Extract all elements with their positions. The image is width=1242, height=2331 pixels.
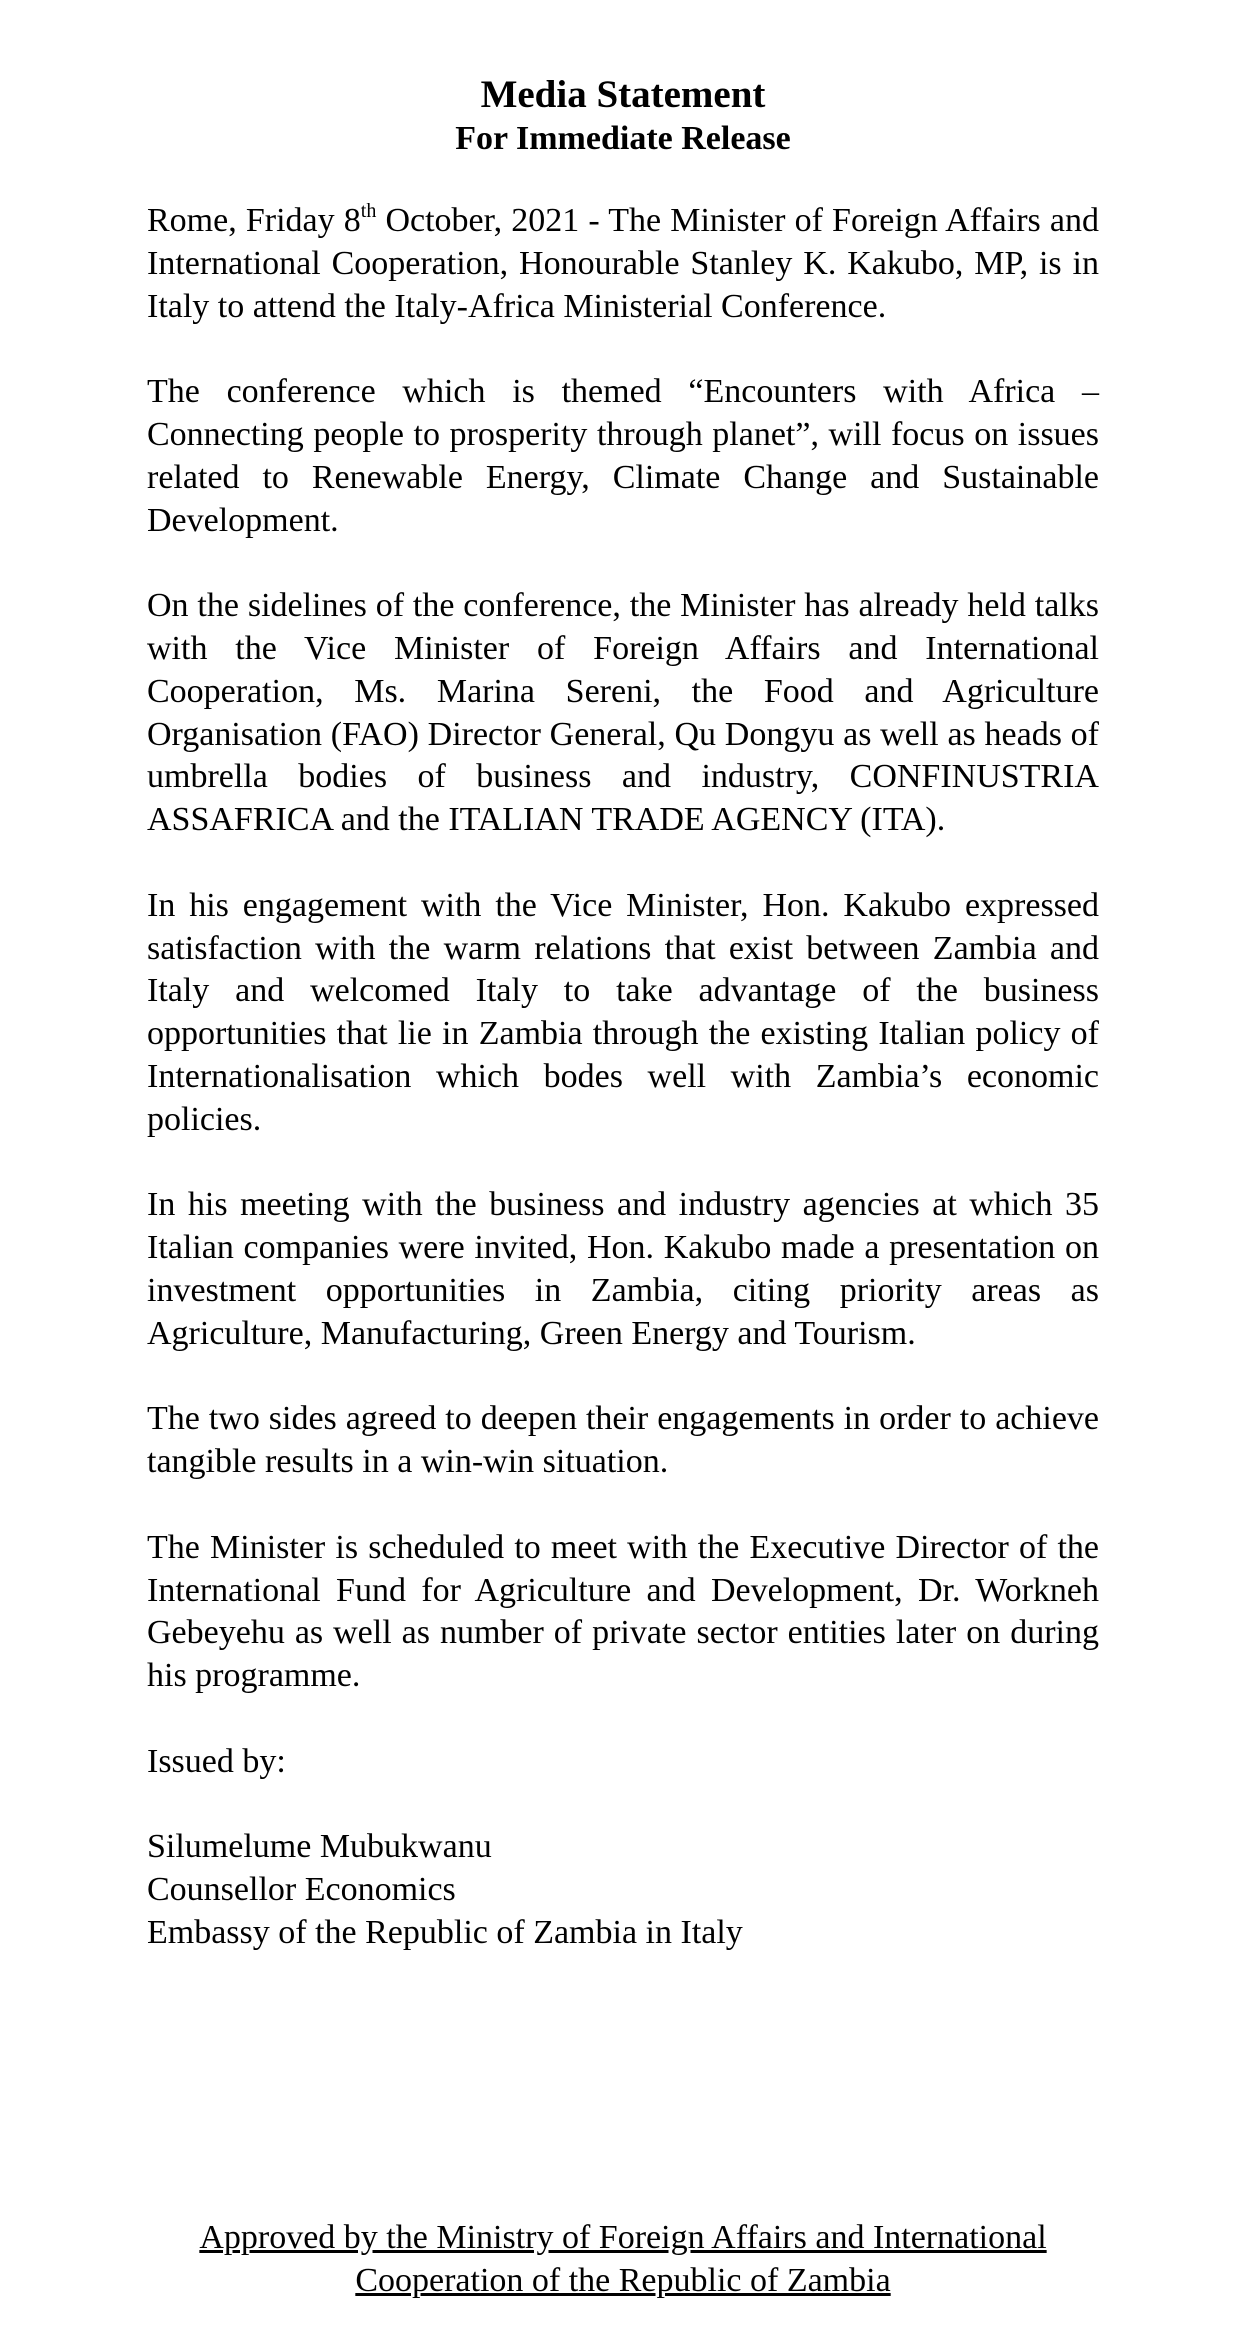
signatory-position: Counsellor Economics	[147, 1871, 456, 1909]
approval-line-1: Approved by the Ministry of Foreign Affairs and International	[199, 2219, 1047, 2256]
paragraph-business-meeting: In his meeting with the business and industry agencies at which 35 Italian companies were invited, Hon. Kakubo made a presentation on investment opportunities in Zambia, citing priority areas as Agriculture, Manufacturing, Green Energy and Tourism.	[147, 1186, 1099, 1352]
date-ordinal-suffix: th	[360, 199, 377, 222]
issued-by-label: Issued by:	[147, 1742, 286, 1780]
paragraph-schedule: The Minister is scheduled to meet with the Executive Director of the International Fund for Agriculture and Development, Dr. Workneh Gebeyehu as well as number of private sector entities later on during his programme.	[147, 1528, 1099, 1695]
document-subtitle: For Immediate Release	[455, 120, 791, 157]
paragraph-theme: The conference which is themed “Encounters with Africa – Connecting people to prosperity through planet”, will focus on issues related to Renewable Energy, Climate Change and Sustainable Development.	[147, 373, 1099, 539]
paragraph-vice-minister: In his engagement with the Vice Minister, Hon. Kakubo expressed satisfaction with the warm relations that exist between Zambia and Italy and welcomed Italy to take advantage of the business opportunities that lie in Zambia through the existing Italian policy of Internationalisation which bodes well with Zambia’s economic policies.	[147, 886, 1099, 1138]
intro-prefix: Rome, Friday 8	[147, 202, 361, 239]
document-title: Media Statement	[480, 73, 766, 116]
paragraph-agreement: The two sides agreed to deepen their engagements in order to achieve tangible results in a win-win situation.	[147, 1400, 1099, 1481]
approval-footer	[147, 2216, 1099, 2302]
paragraph-intro	[147, 200, 1099, 328]
document-page	[147, 72, 1099, 1955]
intro-rest: October, 2021 - The Minister of Foreign Affairs and International Cooperation, Honourable Stanley K. Kakubo, MP, is in Italy to attend the Italy-Africa Ministerial Conference.	[147, 202, 1099, 325]
approval-line-2: Cooperation of the Republic of Zambia	[355, 2262, 891, 2299]
signatory-organization: Embassy of the Republic of Zambia in Italy	[147, 1913, 743, 1951]
paragraph-sidelines: On the sidelines of the conference, the Minister has already held talks with the Vice Minister of Foreign Affairs and International Cooperation, Ms. Marina Sereni, the Food and Agriculture Organisation (FAO) Director General, Qu Dongyu as well as heads of umbrella bodies of business and industry, CONFINUSTRIA ASSAFRICA and the ITALIAN TRADE AGENCY (ITA).	[147, 587, 1099, 839]
signatory-name: Silumelume Mubukwanu	[147, 1828, 492, 1866]
signature-block	[147, 1826, 1099, 1954]
